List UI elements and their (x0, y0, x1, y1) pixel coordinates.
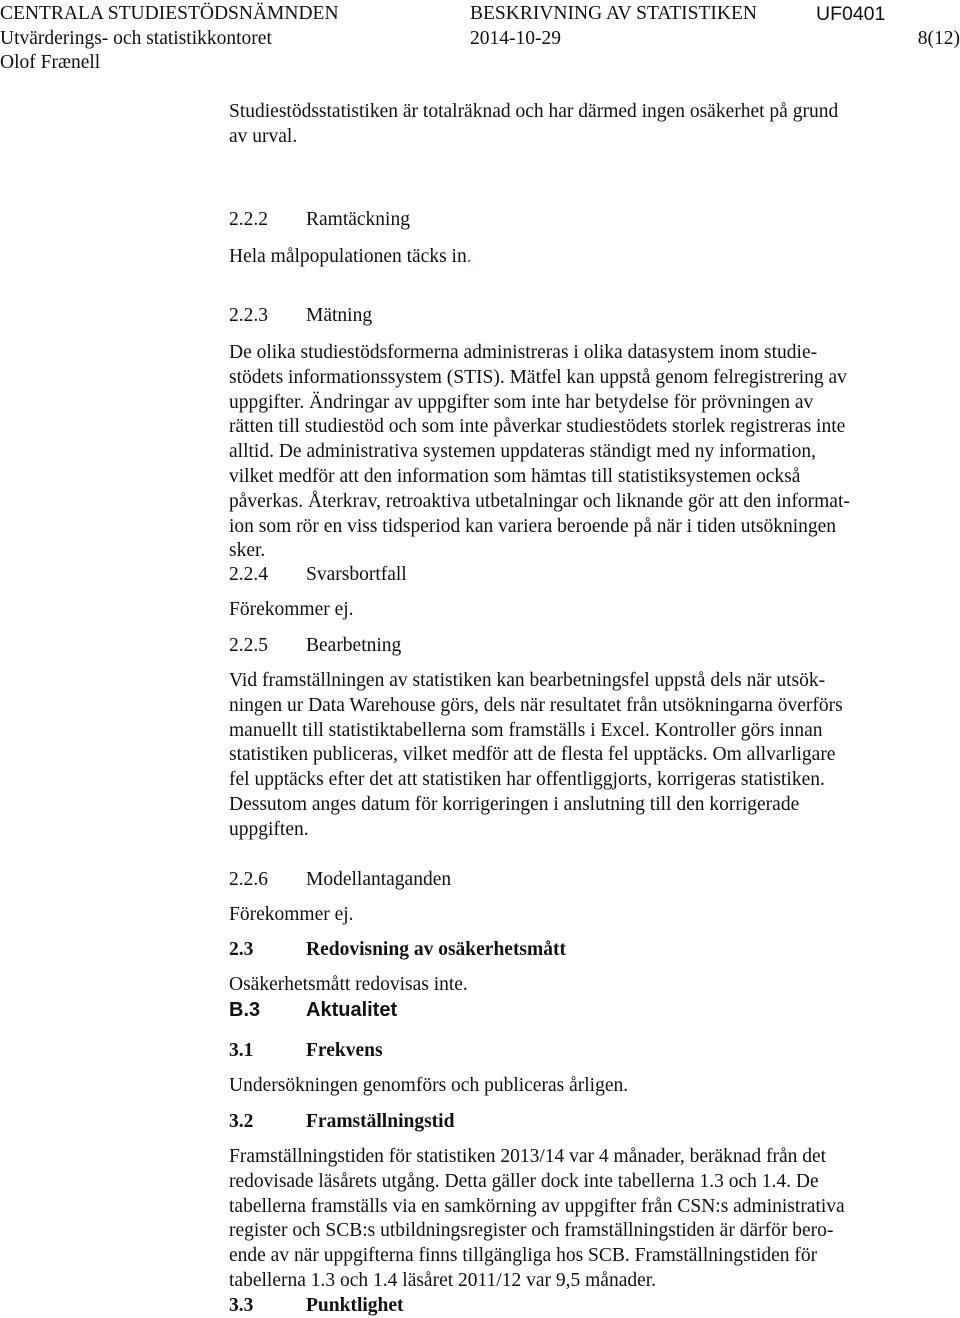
paragraph-line: register och SCB:s utbildningsregister och framställningstiden är därför bero- (229, 1220, 834, 1242)
header-org: CENTRALA STUDIESTÖDSNÄMNDEN (0, 3, 339, 24)
paragraph-line: Framställningstiden för statistiken 2013/14 var 4 månader, beräknad från det (229, 1146, 827, 1167)
section-heading-3-2 (229, 1110, 929, 1134)
section-heading-2-2-4 (229, 563, 929, 587)
section-number: 2.2.4 (229, 564, 268, 585)
section-title: Modellantaganden (306, 869, 452, 890)
section-number: 3.3 (229, 1295, 254, 1316)
paragraph-line: alltid. De administrativa systemen uppdateras ständigt med ny information, (229, 441, 817, 463)
intro-paragraph (229, 100, 929, 150)
paragraph-line: Dessutom anges datum för korrigeringen i anslutning till den korrigerade (229, 793, 800, 815)
section-paragraph-2-2-3 (229, 341, 929, 564)
section-number: 2.2.6 (229, 869, 268, 890)
section-text-2-2-6: Förekommer ej. (229, 904, 354, 925)
paragraph-line: ningen ur Data Warehouse görs, dels när resultatet från utsökningarna överförs (229, 694, 843, 716)
section-title: Mätning (306, 305, 373, 326)
section-title: Ramtäckning (306, 209, 410, 230)
paragraph-line: fel upptäcks efter det att statistiken har offentliggjorts, korrigeras statistiken. (229, 769, 825, 791)
section-heading-b-3 (229, 998, 929, 1022)
section-number: 2.2.3 (229, 305, 268, 326)
section-heading-2-2-6 (229, 868, 929, 892)
section-title: Svarsbortfall (306, 564, 407, 585)
header-page-number: 8(12) (917, 28, 960, 49)
section-title: Framställningstid (306, 1111, 455, 1132)
section-title: Bearbetning (306, 635, 402, 656)
section-title: Frekvens (306, 1040, 383, 1061)
paragraph-line: redovisade läsårets utgång. Detta gäller dock inte tabellerna 1.3 och 1.4. De (229, 1170, 819, 1192)
paragraph-line: ion som rör en viss tidsperiod kan variera beroende på när i tiden utsökningen (229, 515, 837, 537)
section-text: Hela målpopulationen täcks in (229, 246, 467, 267)
section-heading-2-2-2 (229, 208, 929, 232)
header-date: 2014-10-29 (470, 28, 561, 49)
section-number: B.3 (229, 999, 261, 1021)
section-title: Aktualitet (306, 999, 398, 1021)
paragraph-line: tabellerna 1.3 och 1.4 läsåret 2011/12 var 9,5 månader. (229, 1269, 657, 1291)
section-number: 3.1 (229, 1040, 254, 1061)
section-text-2-3: Osäkerhetsmått redovisas inte. (229, 974, 468, 995)
section-number: 2.2.5 (229, 635, 268, 656)
section-title: Punktlighet (306, 1295, 404, 1316)
header-doc-code: UF0401 (816, 3, 886, 25)
intro-line: Studiestödsstatistiken är totalräknad och har därmed ingen osäkerhet på grund (229, 101, 839, 122)
header-doc-title: BESKRIVNING AV STATISTIKEN (470, 3, 757, 24)
section-paragraph-2-2-5 (229, 669, 929, 843)
intro-line: av urval. (229, 125, 298, 147)
section-text-period: . (466, 246, 472, 267)
paragraph-line: manuellt till statistiktabellerna som framställs i Excel. Kontroller görs innan (229, 719, 823, 741)
paragraph-line: sker. (229, 540, 266, 562)
section-number: 2.3 (229, 939, 254, 960)
paragraph-line: uppgifter. Ändringar av uppgifter som inte har betydelse för prövningen av (229, 391, 814, 413)
section-heading-2-2-3 (229, 304, 929, 328)
paragraph-line: tabellerna framställs via en samkörning av uppgifter från CSN:s administrativa (229, 1195, 845, 1217)
section-title: Redovisning av osäkerhetsmått (306, 939, 567, 960)
paragraph-line: ende av när uppgifterna finns tillgängliga hos SCB. Framställningstiden för (229, 1245, 818, 1267)
paragraph-line: stödets informationssystem (STIS). Mätfel kan uppstå genom felregistrering av (229, 366, 847, 388)
paragraph-line: rätten till studiestöd och som inte påverkar studiestödets storlek registreras inte (229, 416, 846, 438)
paragraph-line: vilket medför att den information som hämtas till statistiksystemen också (229, 465, 801, 487)
paragraph-line: uppgiften. (229, 818, 309, 840)
section-heading-3-1 (229, 1039, 929, 1063)
section-text-2-2-2 (229, 245, 929, 269)
section-number: 3.2 (229, 1111, 254, 1132)
section-heading-2-2-5 (229, 634, 929, 658)
section-heading-2-3 (229, 938, 929, 962)
paragraph-line: Vid framställningen av statistiken kan bearbetningsfel uppstå dels när utsök- (229, 670, 826, 691)
paragraph-line: De olika studiestödsformerna administreras i olika datasystem inom studie- (229, 342, 818, 363)
section-text-2-2-4: Förekommer ej. (229, 599, 354, 620)
section-paragraph-3-2 (229, 1145, 929, 1294)
paragraph-line: påverkas. Återkrav, retroaktiva utbetalningar och liknande gör att den informat- (229, 490, 850, 512)
header-author: Olof Frænell (0, 52, 101, 73)
header-office: Utvärderings- och statistikkontoret (0, 28, 272, 49)
section-number: 2.2.2 (229, 209, 268, 230)
section-text-3-1: Undersökningen genomförs och publiceras årligen. (229, 1075, 629, 1096)
paragraph-line: statistiken publiceras, vilket medför att de flesta fel upptäcks. Om allvarligare (229, 744, 836, 766)
section-heading-3-3 (229, 1294, 929, 1318)
